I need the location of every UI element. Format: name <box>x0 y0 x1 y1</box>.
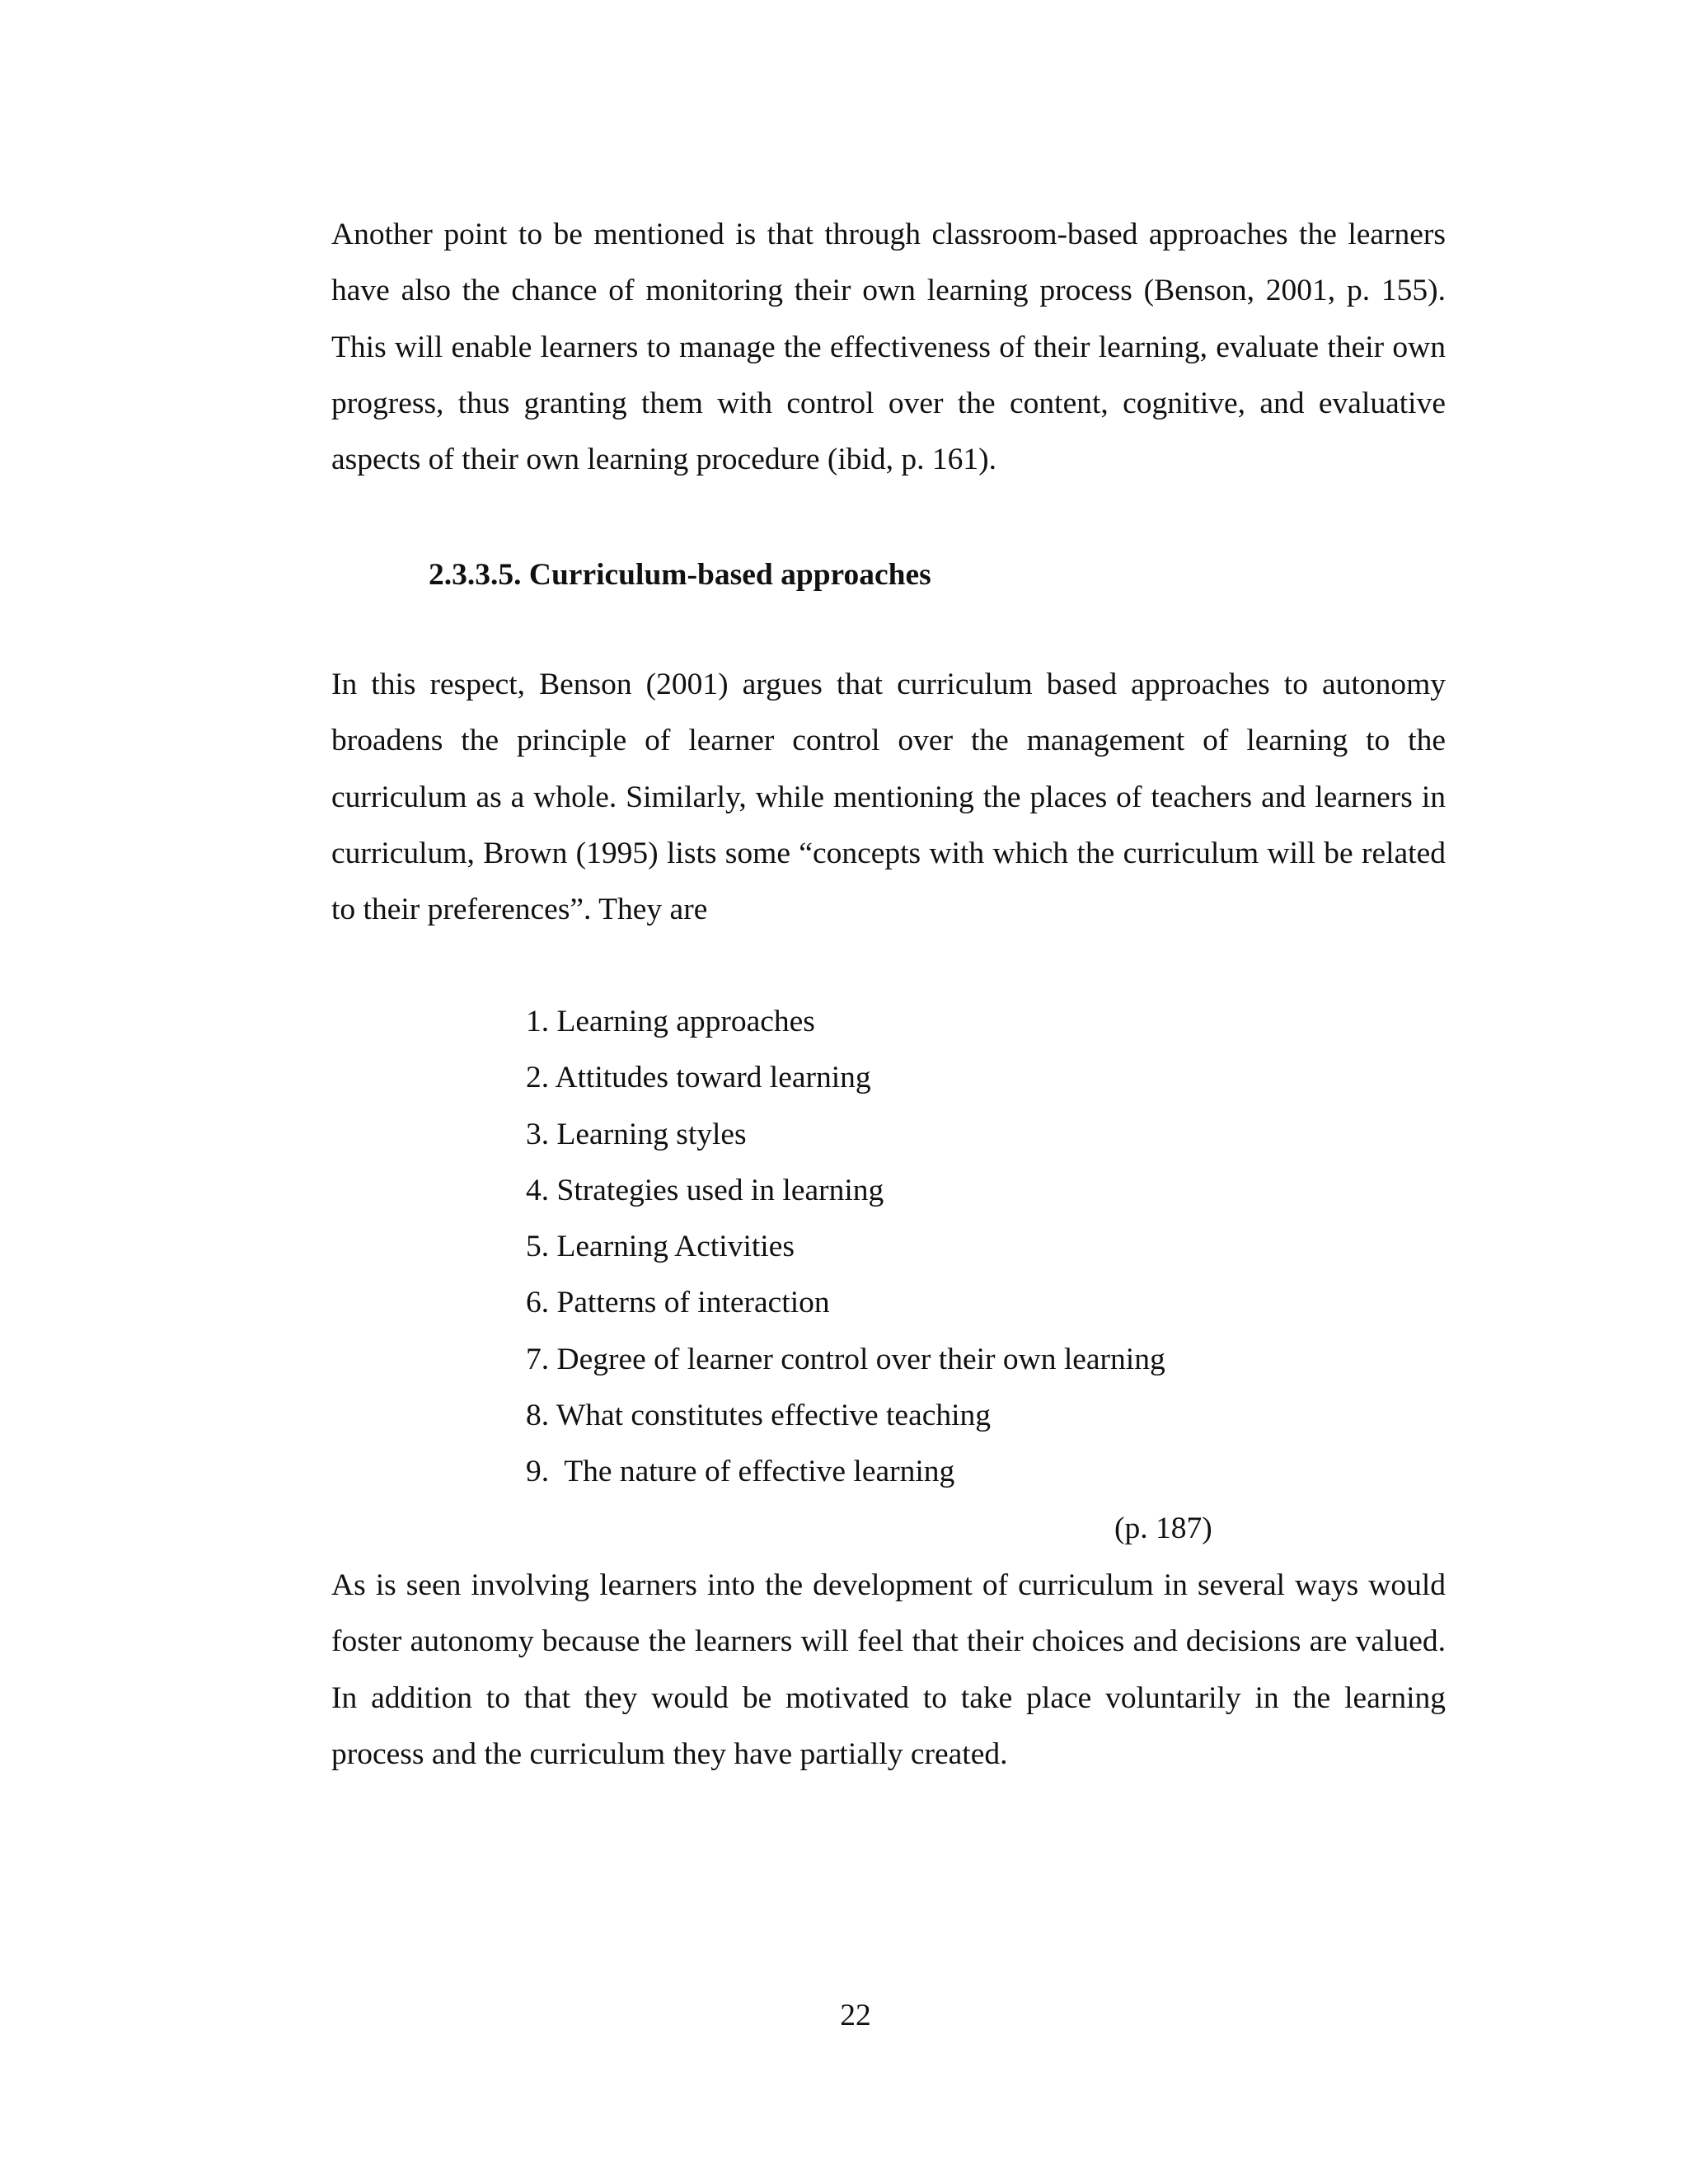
list-item: 3. Learning styles <box>526 1117 747 1151</box>
list-item: 9. The nature of effective learning <box>526 1455 955 1489</box>
list-item: 1. Learning approaches <box>526 1005 815 1038</box>
concept-list <box>526 994 1165 1501</box>
list-item: 5. Learning Activities <box>526 1230 795 1264</box>
list-item: 4. Strategies used in learning <box>526 1173 884 1207</box>
paragraph-classroom-based: Another point to be mentioned is that through classroom-based approaches the learners have also the chance of monitoring their own learning process (Benson, 2001, p. 155). This will enable learners to manage the effectiveness of their learning, evaluate their own progress, thus granting them with control over the content, cognitive, and evaluative aspects of their own learning procedure (ibid, p. 161). <box>331 218 1446 477</box>
list-item: 8. What constitutes effective teaching <box>526 1399 992 1433</box>
list-item: 7. Degree of learner control over their own learning <box>526 1342 1165 1376</box>
section-heading: 2.3.3.5. Curriculum-based approaches <box>429 558 931 592</box>
list-item: 6. Patterns of interaction <box>526 1286 830 1320</box>
list-item: 2. Attitudes toward learning <box>526 1061 871 1095</box>
paragraph-conclusion: As is seen involving learners into the development of curriculum in several ways would foster autonomy because the learners will feel that their choices and decisions are valued. In addition to that they would be motivated to take place voluntarily in the learning process and the curriculum they have partially created. <box>331 1568 1446 1771</box>
page-citation: (p. 187) <box>1114 1511 1212 1545</box>
page-number: 22 <box>840 1999 871 2032</box>
paragraph-curriculum-based: In this respect, Benson (2001) argues that curriculum based approaches to autonomy broadens the principle of learner control over the management of learning to the curriculum as a whole. Similarly, while mentioning the places of teachers and learners in curriculum, Brown (1995) lists some “concepts with which the curriculum will be related to their preferences”. They are <box>331 668 1446 927</box>
